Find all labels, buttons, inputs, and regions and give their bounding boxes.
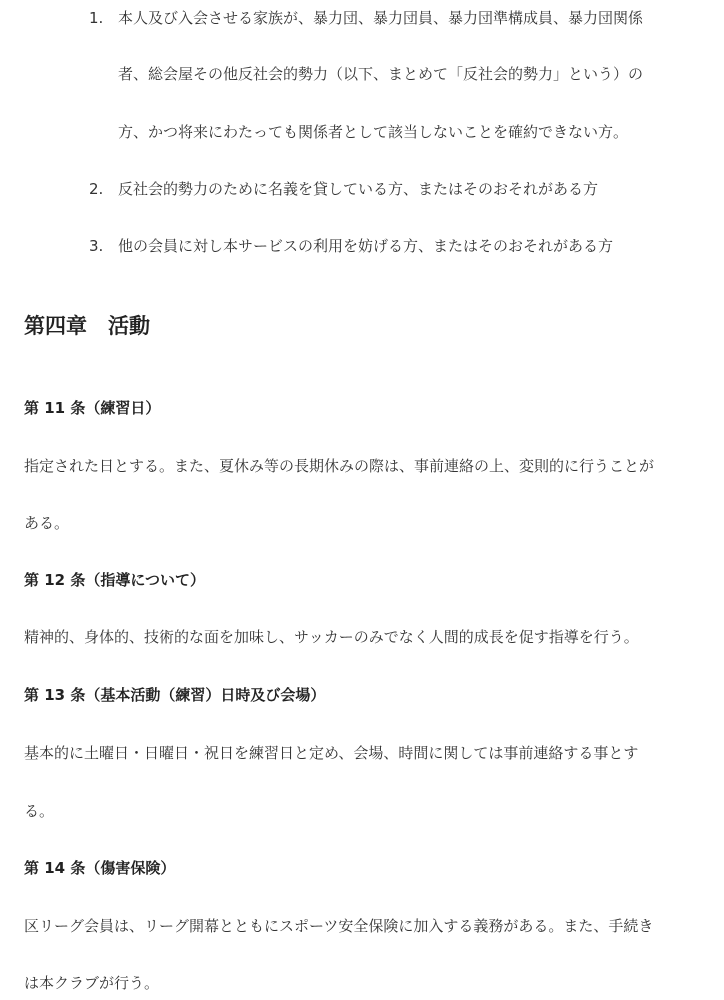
article-body: 指定された日とする。また、夏休み等の長期休みの際は、事前連絡の上、変則的に行うことが [24, 457, 655, 475]
list-item-number: 2. [89, 180, 104, 198]
article-body: 基本的に土曜日・日曜日・祝日を練習日と定め、会場、時間に関しては事前連絡する事とす [24, 744, 639, 762]
article-body: る。 [24, 802, 55, 820]
list-item-text: 者、総会屋その他反社会的勢力（以下、まとめて「反社会的勢力」という）の [118, 65, 644, 83]
article-title: 第 13 条（基本活動（練習）日時及び会場） [24, 686, 326, 704]
article-body: 精神的、身体的、技術的な面を加味し、サッカーのみでなく人間的成長を促す指導を行う。 [24, 628, 639, 646]
list-item-text: 本人及び入会させる家族が、暴力団、暴力団員、暴力団準構成員、暴力団関係 [118, 9, 644, 27]
list-item-text: 反社会的勢力のために名義を貸している方、またはそのおそれがある方 [118, 180, 599, 198]
list-item-number: 1. [89, 9, 104, 27]
article-body: 区リーグ会員は、リーグ開幕とともにスポーツ安全保険に加入する義務がある。また、手続き [24, 917, 654, 935]
list-item-text: 他の会員に対し本サービスの利用を妨げる方、またはそのおそれがある方 [118, 237, 614, 255]
list-item-number: 3. [89, 237, 104, 255]
chapter-title: 第四章 活動 [24, 314, 150, 338]
article-title: 第 14 条（傷害保険） [24, 859, 176, 877]
article-body: ある。 [24, 514, 70, 532]
article-body: は本クラブが行う。 [24, 974, 160, 992]
article-title: 第 12 条（指導について） [24, 571, 206, 589]
article-title: 第 11 条（練習日） [24, 399, 161, 417]
list-item-text: 方、かつ将来にわたっても関係者として該当しないことを確約できない方。 [118, 123, 629, 141]
